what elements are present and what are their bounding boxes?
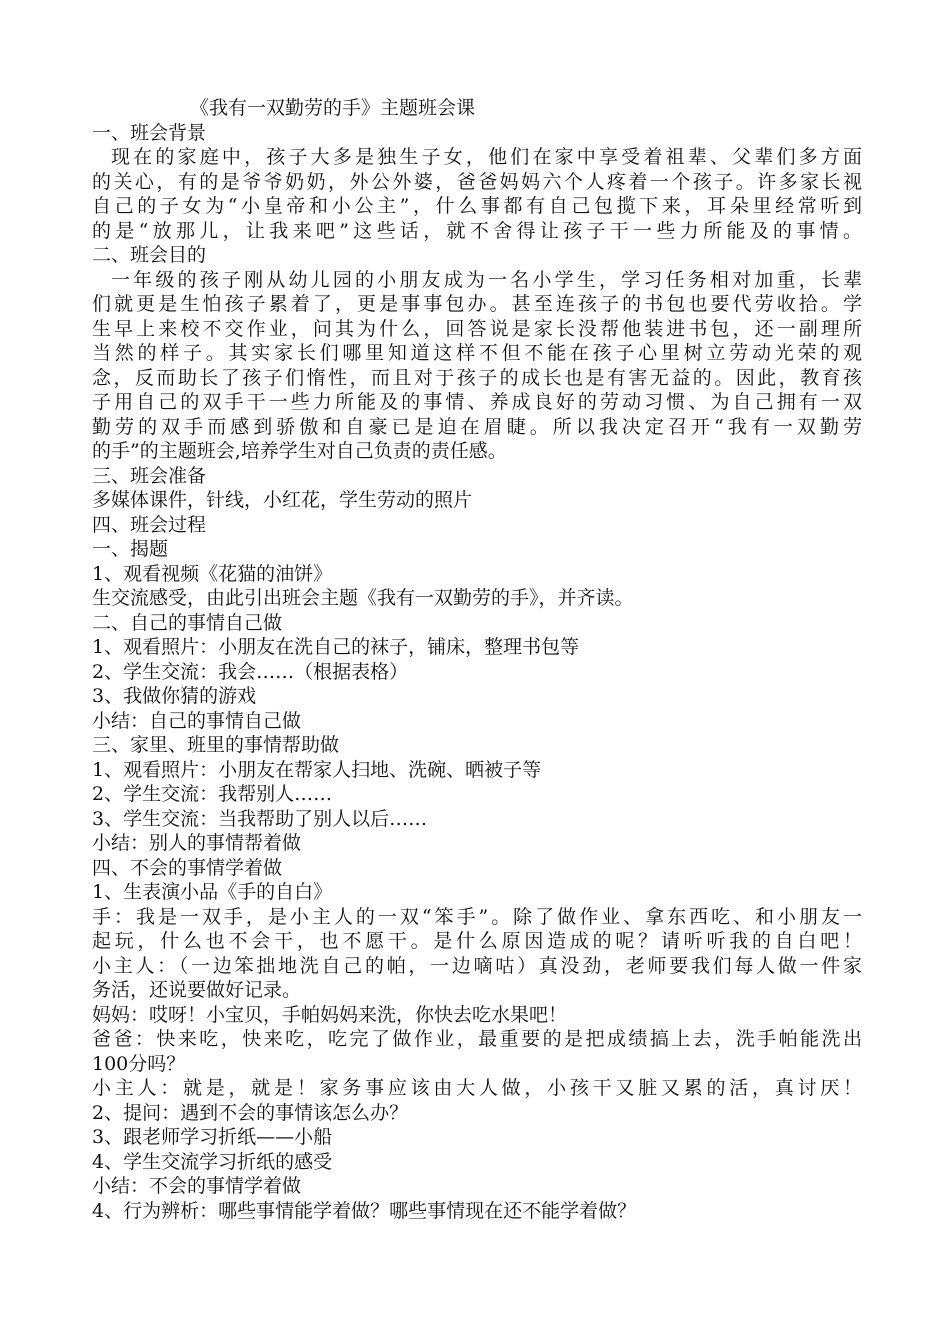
text-line: 务活，还说要做好记录。 [92, 979, 302, 1001]
document-page [92, 96, 862, 1223]
text-line: 小主人：（一边笨拙地洗自己的帕，一边嘀咕）真没劲，老师要我们每人做一件家 [92, 954, 862, 977]
text-line: 的手”的主题班会,培养学生对自己负责的责任感。 [92, 440, 507, 462]
text-line: 小结：不会的事情学着做 [92, 1175, 302, 1197]
text-line: 2、提问：遇到不会的事情该怎么办？ [92, 1101, 409, 1124]
text-line: 多媒体课件，针线，小红花，学生劳动的照片 [92, 489, 473, 511]
text-line: 自己的子女为“小皇帝和小公主”，什么事都有自己包揽下来，耳朵里经常听到 [92, 195, 862, 217]
text-line: 三、家里、班里的事情帮助做 [92, 734, 340, 756]
text-line: 的是“放那儿，让我来吧”这些话，就不舍得让孩子干一些力所能及的事情。 [92, 219, 862, 242]
text-line: 们就更是生怕孩子累着了，更是事事包办。甚至连孩子的书包也要代劳收拾。学 [92, 293, 862, 315]
text-line: 子用自己的双手干一些力所能及的事情、养成良好的劳动习惯、为自己拥有一双 [92, 391, 862, 413]
text-line: 一、揭题 [92, 538, 169, 560]
text-line: 二、班会目的 [92, 244, 207, 266]
text-line: 4、学生交流学习折纸的感受 [92, 1150, 333, 1173]
text-line: 手：我是一双手，是小主人的一双“笨手”。除了做作业、拿东西吃、和小朋友一 [92, 905, 862, 928]
text-line: 起玩，什么也不会干，也不愿干。是什么原因造成的呢？请听听我的自白吧！ [92, 930, 862, 952]
text-line: 念，反而助长了孩子们惰性，而且对于孩子的成长也是有害无益的。因此，教育孩 [92, 366, 862, 389]
text-line: 3、跟老师学习折纸——小船 [92, 1126, 333, 1148]
text-line: 3、我做你猜的游戏 [92, 685, 257, 707]
text-line: 四、班会过程 [92, 513, 207, 536]
text-line: 4、行为辨析：哪些事情能学着做？哪些事情现在还不能学着做？ [92, 1199, 637, 1222]
text-line: 1、观看视频《花猫的油饼》 [92, 562, 333, 585]
document-body [92, 121, 862, 1224]
text-line: 二、自己的事情自己做 [92, 611, 283, 634]
text-line: 妈妈：哎呀！小宝贝，手帕妈妈来洗，你快去吃水果吧！ [92, 1003, 568, 1026]
text-line: 一、班会背景 [92, 121, 207, 144]
text-line: 2、学生交流：我帮别人…… [92, 783, 333, 805]
text-line: 小结：自己的事情自己做 [92, 709, 302, 732]
text-line: 1、生表演小品《手的自白》 [92, 881, 333, 903]
text-line: 小主人：就是，就是！家务事应该由大人做，小孩干又脏又累的活，真讨厌！ [92, 1077, 862, 1099]
text-line: 现在的家庭中，孩子大多是独生子女，他们在家中享受着祖辈、父辈们多方面 [111, 146, 862, 168]
text-line: 100分吗？ [92, 1052, 186, 1075]
document-title: 《我有一双勤劳的手》主题班会课 [190, 97, 476, 119]
text-line: 生早上来校不交作业，问其为什么，回答说是家长没帮他装进书包，还一副理所 [92, 317, 862, 340]
text-line: 1、观看照片：小朋友在帮家人扫地、洗碗、晒被子等 [92, 758, 542, 781]
text-line: 2、学生交流：我会……（根据表格） [92, 660, 409, 683]
text-line: 1、观看照片：小朋友在洗自己的袜子，铺床，整理书包等 [92, 636, 580, 658]
text-line: 三、班会准备 [92, 464, 207, 487]
text-line: 3、学生交流：当我帮助了别人以后…… [92, 807, 428, 830]
text-line: 小结：别人的事情帮着做 [92, 832, 302, 854]
text-line: 一年级的孩子刚从幼儿园的小朋友成为一名小学生，学习任务相对加重，长辈 [111, 268, 862, 291]
text-line: 生交流感受，由此引出班会主题《我有一双勤劳的手》，并齐读。 [92, 587, 634, 609]
text-line: 勤劳的双手而感到骄傲和自豪已是迫在眉睫。所以我决定召开“我有一双勤劳 [92, 415, 862, 438]
text-line: 爸爸：快来吃，快来吃，吃完了做作业，最重要的是把成绩搞上去，洗手帕能洗出 [92, 1028, 862, 1050]
text-line: 的关心，有的是爷爷奶奶，外公外婆，爸爸妈妈六个人疼着一个孩子。许多家长视 [92, 170, 862, 193]
text-line: 四、不会的事情学着做 [92, 856, 283, 879]
text-line: 当然的样子。其实家长们哪里知道这样不但不能在孩子心里树立劳动光荣的观 [92, 342, 862, 364]
